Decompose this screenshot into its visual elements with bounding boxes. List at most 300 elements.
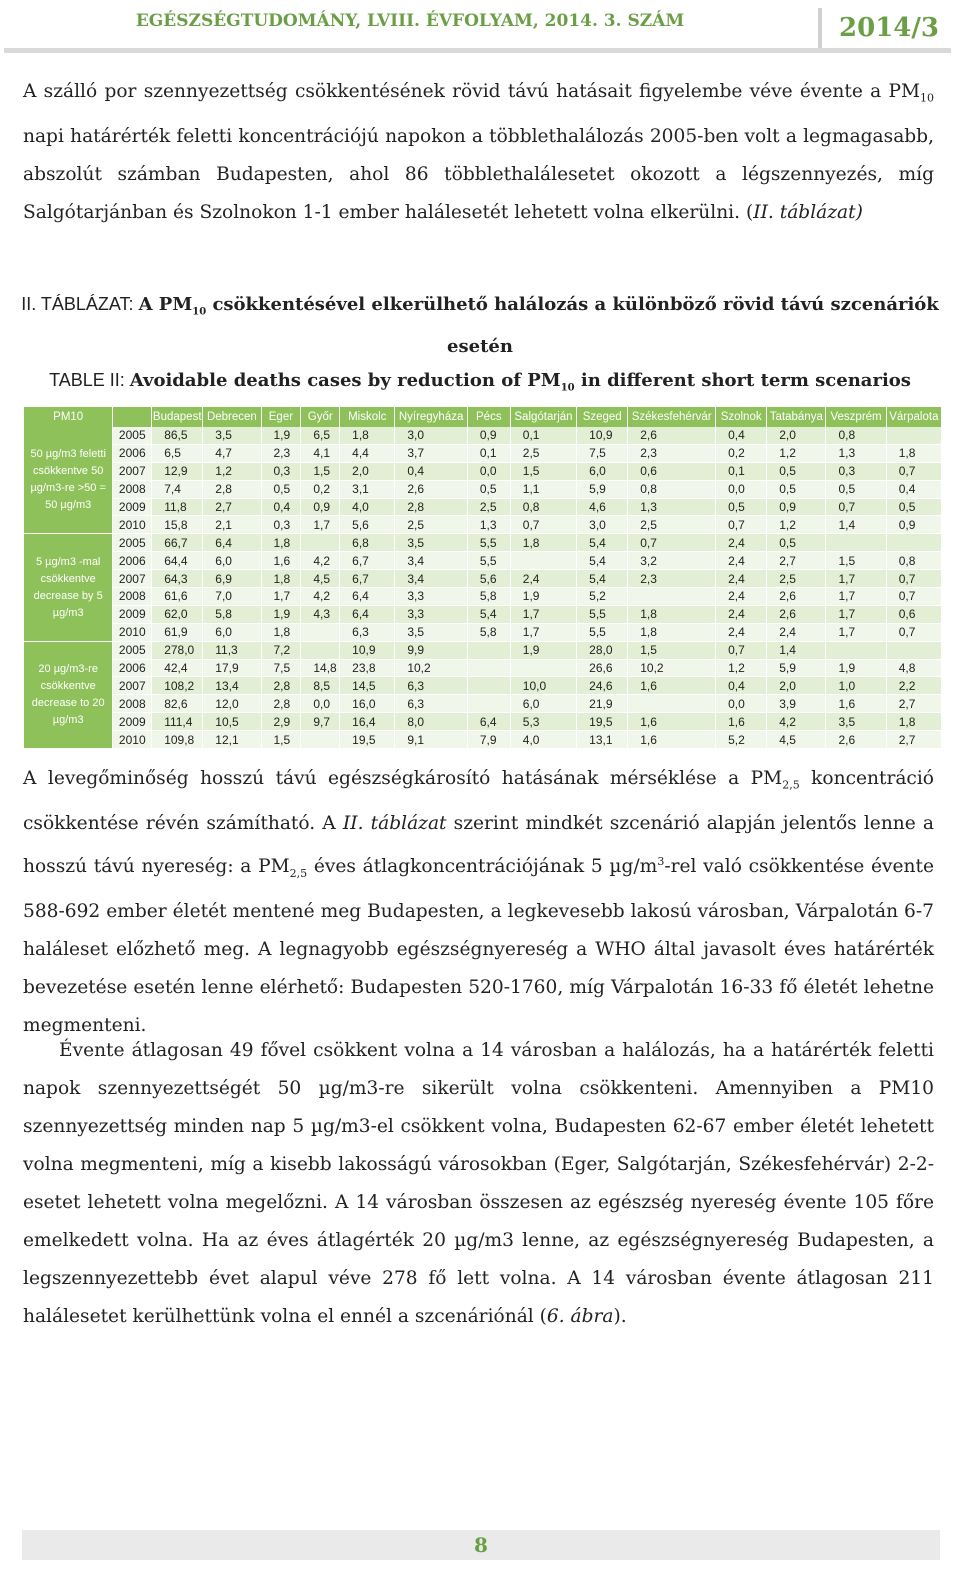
value-cell: 0,7 <box>886 462 941 480</box>
table-row <box>24 713 942 731</box>
table-row <box>24 623 942 641</box>
value-cell: 28,0 <box>577 641 628 659</box>
value-cell: 5,4 <box>577 534 628 552</box>
value-cell: 26,6 <box>577 659 628 677</box>
value-cell: 1,6 <box>716 713 767 731</box>
journal-title: EGÉSZSÉGTUDOMÁNY, LVIII. ÉVFOLYAM, 2014. 3. SZÁM <box>135 11 685 31</box>
value-cell <box>826 534 886 552</box>
value-cell: 4,8 <box>886 659 941 677</box>
value-cell: 6,8 <box>340 534 395 552</box>
value-cell: 1,8 <box>261 623 301 641</box>
value-cell: 1,9 <box>261 605 301 623</box>
column-header: Nyíregyháza <box>395 407 468 427</box>
column-header: Szolnok <box>716 407 767 427</box>
para2-table-reference: II. táblázat <box>342 812 447 834</box>
value-cell <box>510 659 576 677</box>
value-cell: 1,8 <box>340 427 395 444</box>
year-cell: 2009 <box>113 498 152 516</box>
caption-hu-text-2: csökkentésével elkerülhető halálozás a különböző rövid távú szcenáriók esetén <box>206 294 939 357</box>
value-cell: 86,5 <box>152 427 203 444</box>
value-cell: 0,8 <box>886 552 941 570</box>
value-cell: 10,9 <box>340 641 395 659</box>
column-header: Várpalota <box>886 407 941 427</box>
value-cell: 2,6 <box>767 588 826 606</box>
column-header: Székesfehérvár <box>628 407 716 427</box>
column-header: Szeged <box>577 407 628 427</box>
paragraph-3 <box>23 1032 934 1336</box>
year-cell: 2005 <box>113 641 152 659</box>
column-header: Eger <box>261 407 301 427</box>
para2-text-5: -rel való csökkentése évente 588-692 ember életét mentené meg Budapesten, a legkevesebb lakosú városban, Várpalotán 6-7 haláleset előzhető meg. A legnagyobb egészségnyereség a WHO által javasolt éves határérték bevezetése esetén lenne elérhető: Budapesten 520-1760, míg Várpalotán 16-33 fő életét lehetne megmenteni. <box>23 855 934 1036</box>
value-cell: 0,8 <box>510 498 576 516</box>
value-cell: 5,5 <box>577 605 628 623</box>
value-cell: 1,4 <box>767 641 826 659</box>
value-cell <box>886 427 941 444</box>
page-header <box>0 0 960 54</box>
value-cell: 4,1 <box>301 444 340 462</box>
issue-label: 2014/3 <box>818 8 956 48</box>
value-cell: 2,7 <box>886 731 941 749</box>
value-cell: 1,2 <box>767 444 826 462</box>
value-cell <box>510 552 576 570</box>
value-cell: 13,1 <box>577 731 628 749</box>
value-cell: 66,7 <box>152 534 203 552</box>
value-cell: 3,4 <box>395 552 468 570</box>
value-cell <box>886 641 941 659</box>
value-cell: 1,6 <box>826 695 886 713</box>
value-cell: 5,8 <box>467 588 510 606</box>
table-row <box>24 516 942 534</box>
para1-table-reference: II. táblázat) <box>753 201 863 223</box>
caption-en-text-1: Avoidable deaths cases by reduction of PM <box>129 370 561 391</box>
value-cell: 0,1 <box>467 444 510 462</box>
value-cell: 1,3 <box>467 516 510 534</box>
year-cell: 2006 <box>113 552 152 570</box>
value-cell: 3,5 <box>395 623 468 641</box>
para2-text-2: koncentráció csökkentése révén számítható. A <box>23 768 934 834</box>
value-cell: 12,9 <box>152 462 203 480</box>
value-cell: 1,7 <box>826 588 886 606</box>
value-cell <box>301 623 340 641</box>
value-cell: 4,6 <box>577 498 628 516</box>
value-cell: 1,2 <box>716 659 767 677</box>
value-cell: 6,7 <box>340 552 395 570</box>
value-cell: 4,3 <box>301 605 340 623</box>
value-cell <box>467 695 510 713</box>
year-cell: 2005 <box>113 534 152 552</box>
value-cell: 5,5 <box>577 623 628 641</box>
value-cell: 5,8 <box>203 605 261 623</box>
table-row <box>24 498 942 516</box>
value-cell: 1,6 <box>261 552 301 570</box>
value-cell: 2,5 <box>510 444 576 462</box>
value-cell: 2,0 <box>340 462 395 480</box>
para1-text-2: napi határérték feletti koncentrációjú napokon a többlethalálozás 2005-ben volt a legmagasabb, abszolút számban Budapesten, ahol 86 többlethalálesetet okozott a légszennyezés, míg Salgótarjánban és Szolnokon 1-1 ember halálesetét lehetett volna elkerülni. ( <box>23 125 934 223</box>
value-cell: 0,8 <box>628 480 716 498</box>
value-cell: 8,5 <box>301 677 340 695</box>
value-cell: 0,7 <box>716 641 767 659</box>
year-cell: 2007 <box>113 677 152 695</box>
value-cell: 108,2 <box>152 677 203 695</box>
value-cell: 7,0 <box>203 588 261 606</box>
value-cell: 5,9 <box>767 659 826 677</box>
value-cell: 1,1 <box>510 480 576 498</box>
value-cell <box>467 677 510 695</box>
table-row <box>24 427 942 444</box>
table-header <box>24 407 942 427</box>
column-header: Győr <box>301 407 340 427</box>
scenario-label: 20 µg/m3-re csökkentve decrease to 20 µg/m3 <box>24 641 113 748</box>
value-cell: 2,5 <box>395 516 468 534</box>
para1-subscript: 10 <box>920 91 934 105</box>
value-cell: 1,9 <box>510 641 576 659</box>
value-cell: 7,2 <box>261 641 301 659</box>
value-cell: 6,9 <box>203 570 261 588</box>
value-cell: 0,5 <box>767 480 826 498</box>
column-header: Debrecen <box>203 407 261 427</box>
value-cell: 0,4 <box>716 677 767 695</box>
table-row <box>24 444 942 462</box>
value-cell: 7,4 <box>152 480 203 498</box>
value-cell: 9,1 <box>395 731 468 749</box>
para2-subscript-1: 2,5 <box>782 778 800 792</box>
value-cell: 0,7 <box>716 516 767 534</box>
value-cell: 1,7 <box>826 570 886 588</box>
value-cell: 0,0 <box>716 480 767 498</box>
year-cell: 2008 <box>113 695 152 713</box>
value-cell: 11,3 <box>203 641 261 659</box>
value-cell: 21,9 <box>577 695 628 713</box>
caption-hu-label: II. TÁBLÁZAT: <box>21 294 139 314</box>
value-cell <box>467 659 510 677</box>
value-cell: 0,4 <box>395 462 468 480</box>
value-cell: 14,8 <box>301 659 340 677</box>
value-cell <box>628 588 716 606</box>
value-cell: 1,7 <box>301 516 340 534</box>
scenario-label: 5 µg/m3 -mal csökkentve decrease by 5 µg/m3 <box>24 534 113 641</box>
value-cell: 7,9 <box>467 731 510 749</box>
value-cell: 1,3 <box>826 444 886 462</box>
value-cell: 1,5 <box>628 641 716 659</box>
caption-en-text-2: in different short term scenarios <box>574 370 911 391</box>
column-header <box>113 407 152 427</box>
para2-text-1: A levegőminőség hosszú távú egészségkárosító hatásának mérséklése a PM <box>23 768 783 789</box>
value-cell: 2,7 <box>203 498 261 516</box>
value-cell: 4,5 <box>301 570 340 588</box>
value-cell: 278,0 <box>152 641 203 659</box>
value-cell: 2,3 <box>261 444 301 462</box>
year-cell: 2005 <box>113 427 152 444</box>
value-cell: 5,2 <box>577 588 628 606</box>
value-cell: 0,0 <box>716 695 767 713</box>
value-cell: 0,8 <box>826 427 886 444</box>
value-cell: 5,8 <box>467 623 510 641</box>
value-cell: 1,7 <box>510 605 576 623</box>
value-cell: 1,5 <box>301 462 340 480</box>
value-cell: 1,9 <box>826 659 886 677</box>
value-cell: 2,5 <box>628 516 716 534</box>
value-cell: 1,3 <box>628 498 716 516</box>
value-cell: 3,2 <box>628 552 716 570</box>
value-cell: 1,8 <box>628 605 716 623</box>
value-cell: 0,6 <box>886 605 941 623</box>
value-cell: 0,0 <box>467 462 510 480</box>
value-cell: 5,9 <box>577 480 628 498</box>
value-cell: 2,4 <box>716 623 767 641</box>
value-cell: 13,4 <box>203 677 261 695</box>
value-cell: 6,7 <box>340 570 395 588</box>
value-cell: 0,4 <box>886 480 941 498</box>
header-divider <box>4 48 951 53</box>
value-cell: 1,8 <box>886 444 941 462</box>
value-cell: 6,0 <box>577 462 628 480</box>
value-cell: 0,7 <box>886 570 941 588</box>
value-cell: 8,0 <box>395 713 468 731</box>
value-cell: 6,5 <box>152 444 203 462</box>
value-cell: 1,6 <box>628 677 716 695</box>
value-cell: 2,4 <box>716 570 767 588</box>
value-cell: 0,7 <box>886 623 941 641</box>
value-cell: 2,8 <box>203 480 261 498</box>
value-cell: 0,9 <box>886 516 941 534</box>
value-cell: 2,8 <box>261 677 301 695</box>
value-cell: 19,5 <box>577 713 628 731</box>
value-cell: 3,1 <box>340 480 395 498</box>
value-cell: 2,8 <box>261 695 301 713</box>
value-cell: 0,5 <box>826 480 886 498</box>
column-header: PM10 <box>24 407 113 427</box>
value-cell: 9,7 <box>301 713 340 731</box>
value-cell: 23,8 <box>340 659 395 677</box>
mortality-table <box>24 407 942 749</box>
value-cell: 0,2 <box>301 480 340 498</box>
column-header: Tatabánya <box>767 407 826 427</box>
value-cell: 2,6 <box>395 480 468 498</box>
value-cell: 0,1 <box>510 427 576 444</box>
value-cell: 6,5 <box>301 427 340 444</box>
value-cell: 1,7 <box>510 623 576 641</box>
value-cell: 61,9 <box>152 623 203 641</box>
value-cell: 3,9 <box>767 695 826 713</box>
value-cell: 1,8 <box>886 713 941 731</box>
year-cell: 2006 <box>113 659 152 677</box>
value-cell: 4,0 <box>510 731 576 749</box>
value-cell: 4,4 <box>340 444 395 462</box>
table-row <box>24 731 942 749</box>
value-cell: 2,2 <box>886 677 941 695</box>
value-cell: 12,1 <box>203 731 261 749</box>
value-cell: 64,3 <box>152 570 203 588</box>
column-header: Budapest <box>152 407 203 427</box>
value-cell: 2,9 <box>261 713 301 731</box>
value-cell: 0,3 <box>826 462 886 480</box>
table-row <box>24 659 942 677</box>
value-cell: 1,5 <box>826 552 886 570</box>
value-cell: 109,8 <box>152 731 203 749</box>
value-cell: 61,6 <box>152 588 203 606</box>
value-cell: 10,0 <box>510 677 576 695</box>
value-cell: 4,0 <box>340 498 395 516</box>
value-cell: 5,3 <box>510 713 576 731</box>
value-cell: 6,4 <box>340 605 395 623</box>
value-cell: 2,4 <box>716 605 767 623</box>
value-cell: 1,5 <box>510 462 576 480</box>
caption-hu-subscript: 10 <box>192 306 207 318</box>
value-cell: 12,0 <box>203 695 261 713</box>
value-cell: 111,4 <box>152 713 203 731</box>
value-cell: 3,5 <box>203 427 261 444</box>
table-row <box>24 480 942 498</box>
value-cell: 2,4 <box>716 588 767 606</box>
table-body <box>24 427 942 749</box>
scenario-label: 50 µg/m3 feletti csökkentve 50 µg/m3-re >50 = 50 µg/m3 <box>24 427 113 534</box>
para3-text-1: Évente átlagosan 49 fővel csökkent volna a 14 városban a halálozás, ha a határérték feletti napok szennyezettségét 50 µg/m3-re sikerült volna csökkenteni. Amennyiben a PM10 szennyezettség minden nap 5 µg/m3-el csökkent volna, Budapesten 62-67 ember életét lehetett volna megmenteni, míg a kisebb lakosságú városokban (Eger, Salgótarján, Székesfehérvár) 2-2-esetet lehetett volna megelőzni. A 14 városban összesen az egészség nyereség évente 105 főre emelkedett volna. Ha az éves átlagérték 20 µg/m3 lenne, az egészségnyereség Budapesten, a legszennyezettebb évet alapul véve 278 fő lett volna. A 14 városban évente átlagosan 211 halálesetet kerülhettünk volna el ennél a szcenáriónál ( <box>23 1040 934 1327</box>
column-header: Veszprém <box>826 407 886 427</box>
value-cell: 0,5 <box>467 480 510 498</box>
year-cell: 2009 <box>113 605 152 623</box>
value-cell <box>301 641 340 659</box>
caption-en-subscript: 10 <box>560 382 575 394</box>
value-cell: 2,5 <box>767 570 826 588</box>
table-row <box>24 552 942 570</box>
value-cell: 14,5 <box>340 677 395 695</box>
value-cell <box>826 641 886 659</box>
value-cell: 5,5 <box>467 552 510 570</box>
value-cell: 2,3 <box>628 444 716 462</box>
value-cell: 2,6 <box>826 731 886 749</box>
value-cell: 10,2 <box>395 659 468 677</box>
value-cell: 6,4 <box>203 534 261 552</box>
value-cell: 6,4 <box>467 713 510 731</box>
value-cell: 2,6 <box>628 427 716 444</box>
value-cell: 3,0 <box>395 427 468 444</box>
value-cell: 5,2 <box>716 731 767 749</box>
value-cell: 3,5 <box>395 534 468 552</box>
value-cell: 24,6 <box>577 677 628 695</box>
value-cell: 0,5 <box>767 462 826 480</box>
value-cell <box>301 731 340 749</box>
value-cell: 82,6 <box>152 695 203 713</box>
paragraph-1 <box>23 73 934 232</box>
value-cell: 0,5 <box>767 534 826 552</box>
value-cell: 2,0 <box>767 427 826 444</box>
value-cell: 5,6 <box>467 570 510 588</box>
value-cell: 5,4 <box>467 605 510 623</box>
value-cell: 5,5 <box>467 534 510 552</box>
value-cell: 2,7 <box>767 552 826 570</box>
value-cell: 0,5 <box>716 498 767 516</box>
para1-text-1: A szálló por szennyezettség csökkentésének rövid távú hatásait figyelembe véve évente a PM <box>23 81 920 102</box>
value-cell: 4,2 <box>767 713 826 731</box>
value-cell: 4,5 <box>767 731 826 749</box>
column-header: Miskolc <box>340 407 395 427</box>
value-cell: 10,5 <box>203 713 261 731</box>
value-cell: 16,4 <box>340 713 395 731</box>
value-cell: 3,5 <box>826 713 886 731</box>
value-cell: 1,4 <box>826 516 886 534</box>
value-cell: 10,9 <box>577 427 628 444</box>
value-cell: 6,3 <box>395 695 468 713</box>
value-cell: 0,3 <box>261 516 301 534</box>
table-row <box>24 605 942 623</box>
value-cell: 1,0 <box>826 677 886 695</box>
value-cell: 0,2 <box>716 444 767 462</box>
value-cell: 2,4 <box>767 623 826 641</box>
value-cell: 0,9 <box>767 498 826 516</box>
value-cell: 0,7 <box>826 498 886 516</box>
value-cell: 3,0 <box>577 516 628 534</box>
page-number: 8 <box>474 1533 488 1557</box>
value-cell: 2,4 <box>510 570 576 588</box>
value-cell: 0,4 <box>716 427 767 444</box>
value-cell: 5,4 <box>577 570 628 588</box>
value-cell: 6,0 <box>510 695 576 713</box>
value-cell: 0,4 <box>261 498 301 516</box>
table-row <box>24 588 942 606</box>
year-cell: 2009 <box>113 713 152 731</box>
year-cell: 2010 <box>113 623 152 641</box>
value-cell: 6,3 <box>340 623 395 641</box>
para3-text-2: ). <box>613 1306 627 1327</box>
year-cell: 2007 <box>113 462 152 480</box>
value-cell: 0,9 <box>301 498 340 516</box>
value-cell: 2,7 <box>886 695 941 713</box>
paragraph-2 <box>23 760 934 1045</box>
table-row <box>24 570 942 588</box>
value-cell: 0,5 <box>261 480 301 498</box>
value-cell: 4,2 <box>301 552 340 570</box>
year-cell: 2008 <box>113 588 152 606</box>
value-cell: 2,4 <box>716 534 767 552</box>
para3-figure-reference: 6. ábra <box>546 1306 614 1327</box>
value-cell: 5,4 <box>577 552 628 570</box>
table-header-row <box>24 407 942 427</box>
value-cell: 3,4 <box>395 570 468 588</box>
value-cell: 1,8 <box>261 570 301 588</box>
value-cell: 0,7 <box>510 516 576 534</box>
value-cell: 0,9 <box>467 427 510 444</box>
value-cell: 6,0 <box>203 623 261 641</box>
year-cell: 2007 <box>113 570 152 588</box>
table-row <box>24 677 942 695</box>
value-cell: 17,9 <box>203 659 261 677</box>
value-cell: 0,3 <box>261 462 301 480</box>
value-cell: 1,2 <box>203 462 261 480</box>
value-cell: 4,2 <box>301 588 340 606</box>
value-cell: 2,1 <box>203 516 261 534</box>
value-cell: 11,8 <box>152 498 203 516</box>
value-cell: 1,7 <box>261 588 301 606</box>
value-cell: 0,0 <box>301 695 340 713</box>
table-row <box>24 695 942 713</box>
value-cell: 1,9 <box>510 588 576 606</box>
value-cell: 0,6 <box>628 462 716 480</box>
value-cell: 2,3 <box>628 570 716 588</box>
value-cell: 2,5 <box>467 498 510 516</box>
value-cell: 19,5 <box>340 731 395 749</box>
table-row <box>24 534 942 552</box>
column-header: Salgótarján <box>510 407 576 427</box>
value-cell: 3,3 <box>395 588 468 606</box>
value-cell: 1,5 <box>261 731 301 749</box>
value-cell <box>467 641 510 659</box>
value-cell: 5,6 <box>340 516 395 534</box>
value-cell: 4,7 <box>203 444 261 462</box>
value-cell: 0,5 <box>886 498 941 516</box>
value-cell: 0,7 <box>886 588 941 606</box>
value-cell: 10,2 <box>628 659 716 677</box>
value-cell: 7,5 <box>577 444 628 462</box>
